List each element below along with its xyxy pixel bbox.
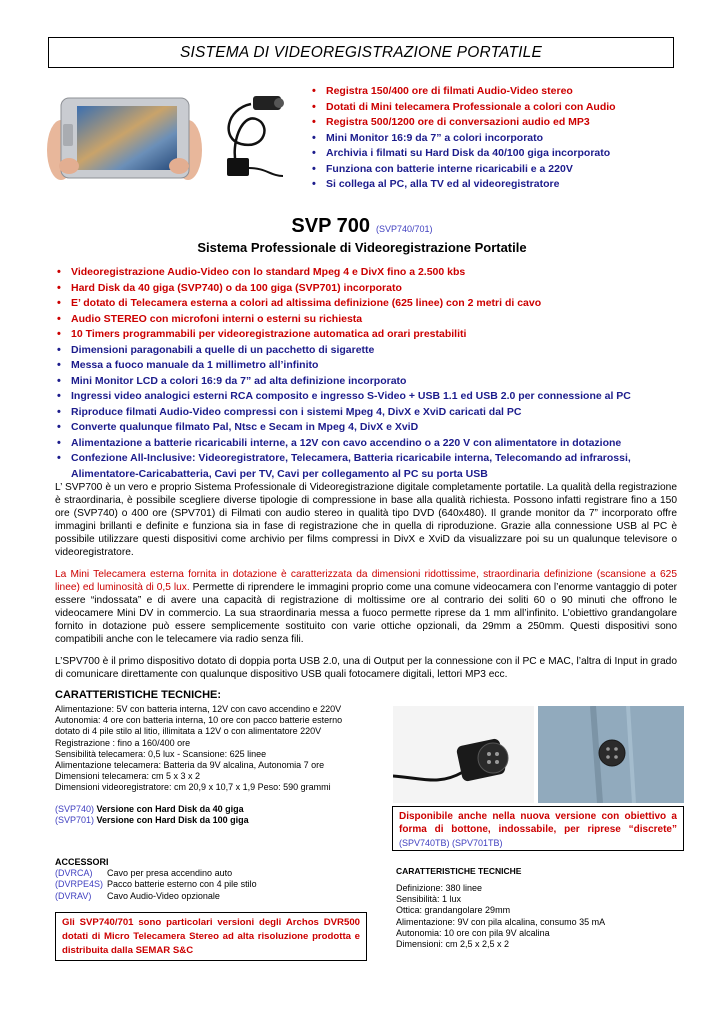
tech-specs-list [55, 704, 375, 794]
top-feature-item: • Si collega al PC, alla TV ed al videoregistratore [310, 177, 690, 193]
product-subtitle: Sistema Professionale di Videoregistrazione Portatile [197, 240, 527, 255]
feature-item: • Confezione All-Inclusive: Videoregistratore, Telecamera, Batteria ricaricabile interna, Telecomando ad infrarossi, Alimentatore-Caricabatteria, Cavi per TV, Cavi per collegamento al PC su porta USB [55, 451, 675, 482]
accessory-item [55, 868, 257, 879]
description-paragraph: L’SPV700 è il primo dispositivo dotato di doppia porta USB 2.0, una di Output per la connessione con il PC e MAC, l’altra di Input in grado di comunicare direttamente con qualunque dispositivo USB quali fotocamere digitali, lettori MP3 ecc. [55, 656, 677, 680]
button-tech-title: CARATTERISTICHE TECNICHE [396, 866, 522, 876]
feature-item: • Dimensioni paragonabili a quelle di un pacchetto di sigarette [55, 343, 675, 359]
spec-line: Autonomia: 4 ore con batteria interna, 10 ore con pacco batterie esterno [55, 715, 343, 726]
archos-note: Gli SVP740/701 sono particolari versioni degli Archos DVR500 dotati di Micro Telecamera Stereo ad alta risoluzione prodotta e distribuita dalla SEMAR S&C [55, 912, 367, 961]
spec-line: Alimentazione: 5V con batteria interna, 12V con cavo accendino e 220V [55, 704, 342, 714]
top-feature-item: • Registra 150/400 ore di filmati Audio-Video stereo [310, 84, 690, 100]
button-camera-photo [393, 706, 534, 803]
feature-item: • Audio STEREO con microfoni interni o esterni su richiesta [55, 312, 675, 328]
spec-line: Autonomia: 10 ore con pila 9V alcalina [396, 927, 550, 938]
accessory-item [55, 879, 257, 890]
spec-line: Sensibilità telecamera: 0,5 lux - Scansione: 625 linee [55, 748, 267, 759]
camera-description-text: Permette di riprendere le immagini proprio come una comune videocamera con l’enorme vantaggio di poter essere “indossata” e di avere una capacità di registrazione di moltissime ore al contrario dei soliti 60 o 90 minuti che offrono le videocamere Mini DV in commercio. La sua straordinaria messa a fuoco permette riprese da 1 mm all’infinito. L’obiettivo grandangolare fornito in dotazione può essere semplicemente sostituito con varie ottiche opzionali, da 29mm a 250mm. Questi dispositivi sono compatibili anche con le telecamere via radio senza fili. [55, 582, 678, 645]
product-name: SVP 700 [291, 215, 371, 237]
button-tech-list [396, 883, 605, 950]
button-version-note [392, 806, 684, 851]
version-code: (SVP740) [55, 804, 95, 814]
feature-item: • E’ dotato di Telecamera esterna a colori ad altissima definizione (625 linee) con 2 metri di cavo [55, 296, 675, 312]
accessories-title: ACCESSORI [55, 857, 109, 867]
top-feature-item: • Archivia i filmati su Hard Disk da 40/100 giga incorporato [310, 146, 690, 162]
feature-item: • 10 Timers programmabili per videoregistrazione automatica ad orari prestabiliti [55, 327, 675, 343]
mini-camera-cable-photo [211, 84, 299, 186]
feature-item: • Videoregistrazione Audio-Video con lo standard Mpeg 4 e DivX fino a 2.500 kbs [55, 265, 675, 281]
spec-line: Dimensioni telecamera: cm 5 x 3 x 2 [55, 771, 201, 782]
handheld-video-recorder-photo [47, 84, 202, 190]
spec-line: Dimensioni videoregistratore: cm 20,9 x 10,7 x 1,9 Peso: 590 grammi [55, 782, 331, 793]
top-feature-item: • Mini Monitor 16:9 da 7” a colori incorporato [310, 131, 690, 147]
feature-item: • Mini Monitor LCD a colori 16:9 da 7” ad alta definizione incorporato [55, 374, 675, 390]
camera-highlight-text: La Mini Telecamera esterna fornita in dotazione è caratterizzata da dimensioni ridottissime, straordinaria definizione (scansione a 625 linee) ed luminosità di 0,5 lux. [55, 569, 677, 593]
description-paragraph [55, 568, 677, 646]
version-code: (SVP701) [55, 815, 95, 825]
tech-specs-title: CARATTERISTICHE TECNICHE: [55, 689, 222, 701]
version-label: Versione con Hard Disk da 100 giga [96, 815, 249, 825]
page-title: SISTEMA DI VIDEOREGISTRAZIONE PORTATILE [179, 44, 543, 61]
feature-item: • Alimentazione a batterie ricaricabili interne, a 12V con cavo accendino o a 220 V con alimentatore in dotazione [55, 436, 675, 452]
top-feature-item: • Dotati di Mini telecamera Professionale a colori con Audio [310, 100, 690, 116]
feature-item: • Converte qualunque filmato Pal, Ntsc e Secam in Mpeg 4, DivX e XviD [55, 420, 675, 436]
button-version-codes: (SPV740TB) (SPV701TB) [399, 837, 503, 848]
version-label: Versione con Hard Disk da 40 giga [96, 804, 244, 814]
spec-line: Alimentazione telecamera: Batteria da 9V alcalina, Autonomia 7 ore [55, 760, 325, 771]
product-models: (SVP740/701) [376, 224, 433, 234]
shirt-button-camera-photo [538, 706, 684, 803]
accessory-label: Cavo per presa accendino auto [107, 868, 233, 879]
accessory-item [55, 891, 257, 902]
top-feature-item: • Registra 500/1200 ore di conversazioni audio ed MP3 [310, 115, 690, 131]
spec-line: Ottica: grandangolare 29mm [396, 905, 511, 916]
version-list [55, 804, 249, 826]
spec-line: Sensibilità: 1 lux [396, 894, 462, 905]
accessory-code: (DVRPE4S) [55, 879, 104, 890]
top-feature-item: • Funziona con batterie interne ricaricabili e a 220V [310, 162, 690, 178]
accessories-list [55, 857, 257, 902]
feature-item: • Hard Disk da 40 giga (SVP740) o da 100 giga (SVP701) incorporato [55, 281, 675, 297]
product-heading [0, 215, 724, 238]
version-item [55, 815, 249, 826]
accessory-code: (DVRCA) [55, 868, 93, 879]
button-version-text: Disponibile anche nella nuova versione con obiettivo a forma di bottone, indossabile, per riprese “discrete” [399, 811, 677, 836]
accessory-code: (DVRAV) [55, 890, 92, 901]
spec-line: Alimentazione: 9V con pila alcalina, consumo 35 mA [396, 916, 606, 927]
page-title-box [48, 37, 674, 68]
top-feature-list [310, 84, 690, 193]
description-paragraph: L’ SVP700 è un vero e proprio Sistema Professionale di Videoregistrazione digitale completamente portatile. La qualità della registrazione è straordinaria, è possibile scegliere diverse tipologie di compressione in base alla qualità richiesta. Possono infatti registrare fino a 150 ore (SVP740) o 400 ore (SPV701) di Filmati con audio stereo in qualità tipo DVD (640x480). Il grande monitor da 7” incorporato offre immagini brillanti e definite e funziona sia in fase di registrazione che in quella di riproduzione. Grazie alla connessione USB al PC è possibile utilizzare questi dispositivi come archivio per films compressi in DivX e XviD da visualizzare poi su un qualunque televisore o videoregistratore. [55, 482, 677, 558]
feature-item: • Messa a fuoco manuale da 1 millimetro all’infinito [55, 358, 675, 374]
version-item [55, 804, 249, 815]
accessory-label: Pacco batterie esterno con 4 pile stilo [107, 879, 257, 890]
accessory-label: Cavo Audio-Video opzionale [107, 890, 220, 901]
spec-line: Dimensioni: cm 2,5 x 2,5 x 2 [396, 939, 510, 950]
spec-line: dotato di 4 pile stilo al litio, illimitata a 12V o con alimentatore 220V [55, 726, 322, 737]
feature-item: • Riproduce filmati Audio-Video compressi con i sistemi Mpeg 4, DivX e XviD caricati dal PC [55, 405, 675, 421]
spec-line: Definizione: 380 linee [396, 883, 483, 893]
spec-line: Registrazione : fino a 160/400 ore [55, 737, 191, 748]
description-body [55, 481, 677, 690]
main-feature-list [55, 265, 675, 482]
feature-item: • Ingressi video analogici esterni RCA composito e ingresso S-Video + USB 1.1 ed USB 2.0 per connessione al PC [55, 389, 675, 405]
